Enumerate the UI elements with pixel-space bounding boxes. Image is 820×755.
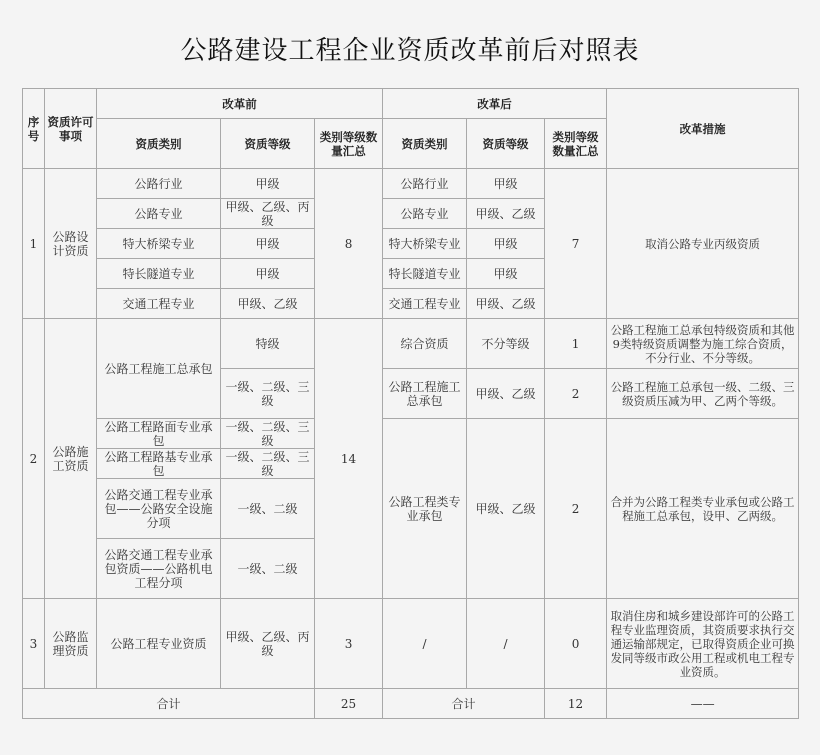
reform-measure: 公路工程施工总承包一级、二级、三级资质压减为甲、乙两个等级。	[607, 369, 799, 419]
before-grade: 甲级	[221, 259, 315, 289]
header-before-grade: 资质等级	[221, 119, 315, 169]
after-total: 1	[545, 319, 607, 369]
table-row	[23, 419, 799, 449]
before-grade: 一级、二级	[221, 479, 315, 539]
before-grade: 甲级、乙级、丙级	[221, 599, 315, 689]
reform-measure: 取消公路专业丙级资质	[607, 169, 799, 319]
before-grade: 一级、二级、三级	[221, 369, 315, 419]
row-item: 公路监理资质	[45, 599, 97, 689]
row-item: 公路施工资质	[45, 319, 97, 599]
before-category: 公路交通工程专业承包——公路安全设施分项	[97, 479, 221, 539]
after-total: 7	[545, 169, 607, 319]
before-grade: 一级、二级、三级	[221, 449, 315, 479]
total-row	[23, 689, 799, 719]
after-grade: 甲级、乙级	[467, 199, 545, 229]
header-before-category: 资质类别	[97, 119, 221, 169]
row-seq: 1	[23, 169, 45, 319]
after-category: 公路行业	[383, 169, 467, 199]
after-total: 2	[545, 419, 607, 599]
header-after: 改革后	[383, 89, 607, 119]
after-grade: 不分等级	[467, 319, 545, 369]
before-category: 公路行业	[97, 169, 221, 199]
header-after-category: 资质类别	[383, 119, 467, 169]
before-total: 14	[315, 319, 383, 599]
before-grade: 甲级	[221, 169, 315, 199]
after-category: 公路工程类专业承包	[383, 419, 467, 599]
reform-measure: 合并为公路工程类专业承包或公路工程施工总承包，设甲、乙两级。	[607, 419, 799, 599]
after-grade: 甲级	[467, 169, 545, 199]
before-category: 特大桥梁专业	[97, 229, 221, 259]
after-category: 公路专业	[383, 199, 467, 229]
after-category: 综合资质	[383, 319, 467, 369]
total-value-after: 12	[545, 689, 607, 719]
before-category: 公路工程路面专业承包	[97, 419, 221, 449]
header-after-grade: 资质等级	[467, 119, 545, 169]
reform-measure: 取消住房和城乡建设部许可的公路工程专业监理资质，其资质要求执行交通运输部规定，已取得资质企业可换发同等级市政公用工程或机电工程专业资质。	[607, 599, 799, 689]
before-category: 公路工程施工总承包	[97, 319, 221, 419]
total-value-before: 25	[315, 689, 383, 719]
after-category: 特长隧道专业	[383, 259, 467, 289]
table-row	[23, 319, 799, 369]
before-grade: 甲级、乙级	[221, 289, 315, 319]
after-category: 交通工程专业	[383, 289, 467, 319]
before-grade: 甲级、乙级、丙级	[221, 199, 315, 229]
before-category: 公路工程路基专业承包	[97, 449, 221, 479]
after-grade: 甲级	[467, 259, 545, 289]
before-category: 交通工程专业	[97, 289, 221, 319]
after-total: 2	[545, 369, 607, 419]
header-row	[23, 89, 799, 119]
before-category: 公路交通工程专业承包资质——公路机电工程分项	[97, 539, 221, 599]
header-after-total: 类别等级数量汇总	[545, 119, 607, 169]
row-seq: 3	[23, 599, 45, 689]
after-grade: 甲级、乙级	[467, 369, 545, 419]
after-total: 0	[545, 599, 607, 689]
header-before: 改革前	[97, 89, 383, 119]
header-seq: 序号	[23, 89, 45, 169]
after-grade: 甲级、乙级	[467, 289, 545, 319]
before-grade: 一级、二级	[221, 539, 315, 599]
header-before-total: 类别等级数量汇总	[315, 119, 383, 169]
after-category: 特大桥梁专业	[383, 229, 467, 259]
page-title: 公路建设工程企业资质改革前后对照表	[180, 36, 640, 66]
row-item: 公路设计资质	[45, 169, 97, 319]
comparison-table	[22, 88, 799, 719]
table-row	[23, 169, 799, 199]
table-row	[23, 599, 799, 689]
after-category: /	[383, 599, 467, 689]
header-measures: 改革措施	[607, 89, 799, 169]
reform-measure: 公路工程施工总承包特级资质和其他9类特级资质调整为施工综合资质，不分行业、不分等级。	[607, 319, 799, 369]
header-item: 资质许可事项	[45, 89, 97, 169]
before-category: 公路专业	[97, 199, 221, 229]
before-grade: 甲级	[221, 229, 315, 259]
total-measure: ——	[607, 689, 799, 719]
after-grade: 甲级、乙级	[467, 419, 545, 599]
total-label-after: 合计	[383, 689, 545, 719]
before-grade: 特级	[221, 319, 315, 369]
before-total: 8	[315, 169, 383, 319]
after-category: 公路工程施工总承包	[383, 369, 467, 419]
before-total: 3	[315, 599, 383, 689]
after-grade: 甲级	[467, 229, 545, 259]
row-seq: 2	[23, 319, 45, 599]
before-category: 特长隧道专业	[97, 259, 221, 289]
before-category: 公路工程专业资质	[97, 599, 221, 689]
total-label-before: 合计	[23, 689, 315, 719]
before-grade: 一级、二级、三级	[221, 419, 315, 449]
after-grade: /	[467, 599, 545, 689]
